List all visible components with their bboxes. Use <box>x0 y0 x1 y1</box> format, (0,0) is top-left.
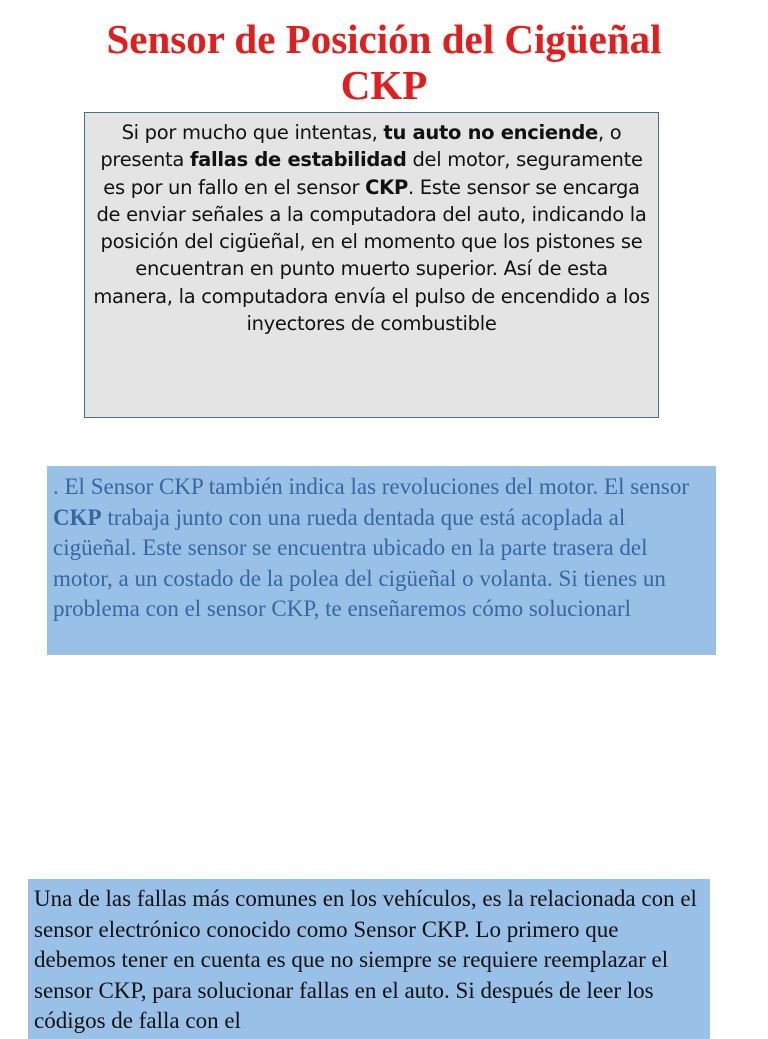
page-title <box>0 16 768 108</box>
intro-bold-2: fallas de estabilidad <box>189 148 407 172</box>
title-line-1: Sensor de Posición del Cigüeñal <box>106 16 662 62</box>
intro-text-4: . Este sensor se encarga de enviar señales a la computadora del auto, indicando la posición del cigüeñal, en el momento que los pistones se encuentran en punto muerto superior. Así de esta manera, la computadora envía el pulso de encendido a los inyectores de combustible <box>93 175 650 336</box>
failures-text: Una de las fallas más comunes en los vehículos, es la relacionada con el sensor electrónico conocido como Sensor CKP. Lo primero que debemos tener en cuenta es que no siempre se requiere reemplazar el sensor CKP, para solucionar fallas en el auto. Si después de leer los códigos de falla con el <box>34 886 697 1033</box>
intro-text-3: del motor, seguramente es por un fallo en el sensor <box>103 148 643 199</box>
rpm-text-1: . El Sensor CKP también indica las revoluciones del motor. El sensor <box>53 474 690 499</box>
intro-text-1: Si por mucho que intentas, <box>121 121 384 144</box>
rpm-info-box <box>47 466 716 655</box>
intro-bold-3: CKP <box>365 175 408 199</box>
intro-text-box <box>84 112 659 418</box>
rpm-bold-1: CKP <box>53 504 102 530</box>
title-line-2: CKP <box>340 62 428 108</box>
rpm-text-2: trabaja junto con una rueda dentada que está acoplada al cigüeñal. Este sensor se encuentra ubicado en la parte trasera del motor, a un costado de la polea del cigüeñal o volanta. Si tienes un problema con el sensor CKP, te enseñaremos cómo solucionarl <box>53 504 666 621</box>
intro-text-2: , o presenta <box>100 121 622 172</box>
intro-bold-1: tu auto no enciende <box>383 121 598 144</box>
common-failures-box <box>28 879 710 1039</box>
